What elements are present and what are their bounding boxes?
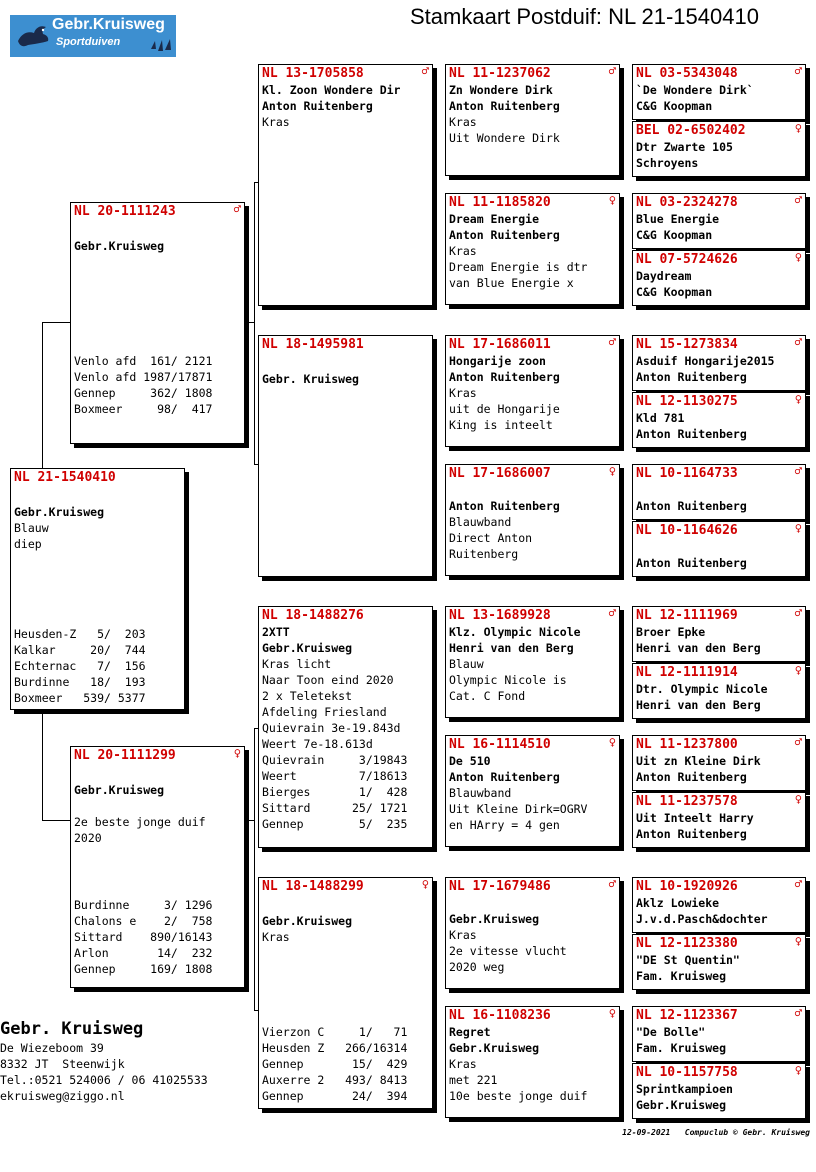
ring-number: NL 13-1705858 <box>262 66 364 81</box>
female-icon: ♀ <box>608 464 616 478</box>
pigeon-card-g12[interactable] <box>632 792 806 848</box>
pigeon-name: Kld 781 <box>636 411 685 425</box>
pigeon-owner: Anton Ruitenberg <box>636 427 747 441</box>
pigeon-info: uit de Hongarije <box>449 402 560 416</box>
logo-name: Gebr.Kruisweg <box>52 16 165 33</box>
ring-number: NL 12-1123380 <box>636 936 738 951</box>
pigeon-card-ffm[interactable] <box>445 193 620 305</box>
pigeon-name: "DE St Quentin" <box>636 953 740 967</box>
pigeon-info: Olympic Nicole is <box>449 673 567 687</box>
pigeon-owner: Gebr.Kruisweg <box>74 783 165 797</box>
pigeon-info: Kras <box>449 115 477 129</box>
pigeon-card-proband[interactable] <box>10 468 185 710</box>
pigeon-owner: C&G Koopman <box>636 99 713 113</box>
pigeon-owner: Henri van den Berg <box>636 698 761 712</box>
pigeon-card-g9[interactable] <box>632 606 806 662</box>
pigeon-info: King is inteelt <box>449 418 553 432</box>
pigeon-info: Kras <box>449 1057 477 1071</box>
pigeon-owner: Fam. Kruisweg <box>636 969 727 983</box>
ring-number: NL 11-1237800 <box>636 737 738 752</box>
pigeon-info: 10e beste jonge duif <box>449 1089 588 1103</box>
race-results: Vierzon C 1/ 71 Heusden Z 266/16314 Gennep 15/ 429 Auxerre 2 493/ 8413 Gennep 24/ 394 <box>262 1025 408 1103</box>
pigeon-name: Hongarije zoon <box>449 354 546 368</box>
pigeon-owner: Henri van den Berg <box>449 641 574 655</box>
pigeon-card-g10[interactable] <box>632 663 806 719</box>
logo <box>10 15 176 57</box>
male-icon: ♂ <box>233 202 241 216</box>
male-icon: ♂ <box>421 64 429 78</box>
ring-number: NL 16-1108236 <box>449 1008 551 1023</box>
pigeon-owner: Gebr.Kruisweg <box>262 641 353 655</box>
pigeon-name: Sprintkampioen <box>636 1082 733 1096</box>
male-icon: ♂ <box>794 464 802 478</box>
female-icon: ♀ <box>608 193 616 207</box>
pigeon-name: Daydream <box>636 269 692 283</box>
pigeon-info: Naar Toon eind 2020 <box>262 673 394 687</box>
pigeon-card-g15[interactable] <box>632 1006 806 1062</box>
pigeon-owner: Henri van den Berg <box>636 641 761 655</box>
race-results: Heusden-Z 5/ 203 Kalkar 20/ 744 Echternac 7/ 156 Burdinne 18/ 193 Boxmeer 539/ 5377 <box>14 627 146 705</box>
pigeon-info: Kras <box>262 115 290 129</box>
male-icon: ♂ <box>794 735 802 749</box>
page-title: Stamkaart Postduif: NL 21-1540410 <box>410 4 759 29</box>
pigeon-owner: Anton Ruitenberg <box>636 770 747 784</box>
ring-number: NL 12-1111914 <box>636 665 738 680</box>
pigeon-info: 2e vitesse vlucht <box>449 944 567 958</box>
pigeon-info: Uit Kleine Dirk=OGRV <box>449 802 588 816</box>
ring-number: NL 12-1111969 <box>636 608 738 623</box>
ring-number: NL 12-1130275 <box>636 394 738 409</box>
ring-number: NL 12-1123367 <box>636 1008 738 1023</box>
owner-street: De Wiezeboom 39 <box>0 1041 104 1055</box>
pigeon-card-fff[interactable] <box>445 64 620 176</box>
pigeon-info: 2020 weg <box>449 960 505 974</box>
pigeon-card-mf[interactable] <box>258 606 433 848</box>
pigeon-owner: Anton Ruitenberg <box>449 770 560 784</box>
pigeon-info: en HArry = 4 gen <box>449 818 560 832</box>
pigeon-owner: J.v.d.Pasch&dochter <box>636 912 768 926</box>
connector <box>254 728 255 1010</box>
pigeon-card-fmm[interactable] <box>445 464 620 576</box>
pigeon-card-g11[interactable] <box>632 735 806 791</box>
pigeon-card-g5[interactable] <box>632 335 806 391</box>
connector <box>42 820 70 821</box>
pigeon-info: Weert 7/18613 <box>262 769 408 783</box>
pigeon-name <box>636 539 802 555</box>
ring-number: NL 10-1164626 <box>636 523 738 538</box>
pigeon-owner: Anton Ruitenberg <box>636 499 747 513</box>
ring-number: NL 17-1679486 <box>449 879 551 894</box>
pigeon-card-g16[interactable] <box>632 1063 806 1119</box>
ring-number: NL 18-1488299 <box>262 879 364 894</box>
pigeon-info: Blauwband <box>449 515 512 529</box>
pigeon-info: 2020 <box>74 831 102 845</box>
owner-name: Gebr. Kruisweg <box>0 1019 144 1039</box>
pigeon-name: Dtr Zwarte 105 <box>636 140 733 154</box>
pigeon-name: Regret <box>449 1025 491 1039</box>
ring-number: NL 17-1686011 <box>449 337 551 352</box>
pigeon-name <box>449 895 616 911</box>
pigeon-card-mmm[interactable] <box>445 1006 620 1118</box>
pigeon-info: met 221 <box>449 1073 498 1087</box>
owner-city: 8332 JT Steenwijk <box>0 1057 125 1071</box>
pigeon-info: Quievrain 3e-19.843d <box>262 721 401 735</box>
connector <box>244 820 254 821</box>
pigeon-card-fmf[interactable] <box>445 335 620 447</box>
pigeon-name: "De Bolle" <box>636 1025 706 1039</box>
pigeon-owner: Anton Ruitenberg <box>636 827 747 841</box>
pigeon-owner: Anton Ruitenberg <box>449 228 560 242</box>
pigeon-card-g3[interactable] <box>632 193 806 249</box>
pigeon-name: `De Wondere Dirk` <box>636 83 754 97</box>
pigeon-info: van Blue Energie x <box>449 276 574 290</box>
female-icon: ♀ <box>608 735 616 749</box>
pigeon-name: Asduif Hongarije2015 <box>636 354 775 368</box>
female-icon: ♀ <box>794 792 802 806</box>
pigeon-name: Kl. Zoon Wondere Dir <box>262 83 401 97</box>
male-icon: ♂ <box>794 877 802 891</box>
pigeon-info: Sittard 25/ 1721 <box>262 801 408 815</box>
pigeon-info: diep <box>14 537 42 551</box>
connector <box>42 322 70 323</box>
pigeon-info: Uit Wondere Dirk <box>449 131 560 145</box>
race-results: Venlo afd 161/ 2121 Venlo afd 1987/17871 Gennep 362/ 1808 Boxmeer 98/ 417 <box>74 354 213 416</box>
male-icon: ♂ <box>608 877 616 891</box>
pigeon-info: Blauw <box>14 521 49 535</box>
owner-phone: Tel.:0521 524006 / 06 41025533 <box>0 1073 208 1087</box>
ring-number: NL 15-1273834 <box>636 337 738 352</box>
ring-number: NL 07-5724626 <box>636 252 738 267</box>
ring-number: NL 21-1540410 <box>14 470 116 485</box>
ring-number: NL 20-1111243 <box>74 204 176 219</box>
pigeon-info: Quievrain 3/19843 <box>262 753 408 767</box>
pigeon-card-g6[interactable] <box>632 392 806 448</box>
ring-number: NL 11-1237062 <box>449 66 551 81</box>
pigeon-owner: Gebr.Kruisweg <box>636 1098 727 1112</box>
pigeon-card-g4[interactable] <box>632 250 806 306</box>
owner-address-block <box>0 1018 208 1104</box>
connector <box>42 322 43 470</box>
pigeon-card-g1[interactable] <box>632 64 806 120</box>
connector <box>254 182 255 464</box>
female-icon: ♀ <box>233 746 241 760</box>
pigeon-info: Ruitenberg <box>449 547 519 561</box>
pigeon-owner: Anton Ruitenberg <box>449 99 560 113</box>
pigeon-owner: Gebr.Kruisweg <box>449 1041 540 1055</box>
male-icon: ♂ <box>794 1006 802 1020</box>
female-icon: ♀ <box>794 521 802 535</box>
female-icon: ♀ <box>608 1006 616 1020</box>
pigeon-info: Direct Anton <box>449 531 533 545</box>
pigeon-card-g8[interactable] <box>632 521 806 577</box>
pigeon-name: Uit zn Kleine Dirk <box>636 754 761 768</box>
ring-number: NL 11-1185820 <box>449 195 551 210</box>
ring-number: NL 16-1114510 <box>449 737 551 752</box>
male-icon: ♂ <box>608 335 616 349</box>
pigeon-owner: Anton Ruitenberg <box>636 370 747 384</box>
female-icon: ♀ <box>794 1063 802 1077</box>
pigeon-card-mother[interactable] <box>70 746 245 988</box>
ring-number: NL 13-1689928 <box>449 608 551 623</box>
female-icon: ♀ <box>794 663 802 677</box>
ring-number: NL 10-1164733 <box>636 466 738 481</box>
pigeon-name: Dtr. Olympic Nicole <box>636 682 768 696</box>
male-icon: ♂ <box>794 335 802 349</box>
pigeon-owner: Schroyens <box>636 156 699 170</box>
ring-number: NL 03-2324278 <box>636 195 738 210</box>
ring-number: NL 10-1920926 <box>636 879 738 894</box>
ring-number: NL 18-1488276 <box>262 608 364 623</box>
ring-number: NL 20-1111299 <box>74 748 176 763</box>
male-icon: ♂ <box>794 193 802 207</box>
pigeon-info: Bierges 1/ 428 <box>262 785 408 799</box>
pigeon-name: Zn Wondere Dirk <box>449 83 553 97</box>
female-icon: ♀ <box>794 934 802 948</box>
pigeon-name: Klz. Olympic Nicole <box>449 625 581 639</box>
pigeon-owner: Gebr.Kruisweg <box>14 505 105 519</box>
pigeon-owner: C&G Koopman <box>636 285 713 299</box>
pigeon-info: Cat. C Fond <box>449 689 526 703</box>
pigeon-info: Kras <box>449 928 477 942</box>
pigeon-info: 2e beste jonge duif <box>74 815 206 829</box>
pigeon-name: Blue Energie <box>636 212 720 226</box>
pigeon-name: Broer Epke <box>636 625 706 639</box>
pigeon-card-g2[interactable] <box>632 121 806 177</box>
pigeon-info: Afdeling Friesland <box>262 705 387 719</box>
pigeon-owner: Gebr.Kruisweg <box>262 914 353 928</box>
pigeon-owner: Anton Ruitenberg <box>449 370 560 384</box>
pigeon-card-mfm[interactable] <box>445 735 620 847</box>
male-icon: ♂ <box>608 64 616 78</box>
pigeon-card-g7[interactable] <box>632 464 806 520</box>
pigeon-owner: Fam. Kruisweg <box>636 1041 727 1055</box>
pigeon-card-ff[interactable] <box>258 64 433 306</box>
pigeon-info: Weert 7e-18.613d <box>262 737 373 751</box>
pigeon-info: Gennep 5/ 235 <box>262 817 408 831</box>
pigeon-owner: Gebr. Kruisweg <box>262 372 359 386</box>
pigeon-info: Blauw <box>449 657 484 671</box>
pigeon-card-mmf[interactable] <box>445 877 620 989</box>
pigeon-icon <box>16 21 50 51</box>
pigeon-card-father[interactable] <box>70 202 245 444</box>
ring-number: NL 18-1495981 <box>262 337 364 352</box>
pigeon-card-g14[interactable] <box>632 934 806 990</box>
pigeon-owner: Anton Ruitenberg <box>636 556 747 570</box>
ring-number: NL 10-1157758 <box>636 1065 738 1080</box>
female-icon: ♀ <box>794 392 802 406</box>
male-icon: ♂ <box>794 606 802 620</box>
pigeon-owner: Anton Ruitenberg <box>262 99 373 113</box>
male-icon: ♂ <box>794 64 802 78</box>
male-icon: ♂ <box>608 606 616 620</box>
pigeon-info: Dream Energie is dtr <box>449 260 588 274</box>
pigeon-info: Blauwband <box>449 786 512 800</box>
pigeon-name: Aklz Lowieke <box>636 896 720 910</box>
female-icon: ♀ <box>794 250 802 264</box>
pigeon-owner: Gebr.Kruisweg <box>449 912 540 926</box>
pigeon-info: Kras <box>449 386 477 400</box>
pigeon-name: 2XTT <box>262 625 290 639</box>
pigeon-card-g13[interactable] <box>632 877 806 933</box>
pigeon-owner: Gebr.Kruisweg <box>74 239 165 253</box>
logo-subtitle: Sportduiven <box>56 36 121 48</box>
pigeon-info: Kras <box>262 930 290 944</box>
race-results: Burdinne 3/ 1296 Chalons e 2/ 758 Sittard 890/16143 Arlon 14/ 232 Gennep 169/ 1808 <box>74 898 213 976</box>
pigeon-card-mff[interactable] <box>445 606 620 718</box>
pigeon-info: Kras <box>449 244 477 258</box>
footer-credit: 12-09-2021 Compuclub © Gebr. Kruisweg <box>622 1128 810 1137</box>
pigeon-owner: C&G Koopman <box>636 228 713 242</box>
ring-number: NL 03-5343048 <box>636 66 738 81</box>
pigeon-name <box>449 482 616 498</box>
pigeon-name <box>636 482 802 498</box>
pigeon-name: Dream Energie <box>449 212 540 226</box>
flock-icon <box>150 35 174 53</box>
pigeon-info: Kras licht <box>262 657 332 671</box>
female-icon: ♀ <box>421 877 429 891</box>
owner-email[interactable]: ekruisweg@ziggo.nl <box>0 1089 125 1103</box>
ring-number: NL 17-1686007 <box>449 466 551 481</box>
ring-number: NL 11-1237578 <box>636 794 738 809</box>
female-icon: ♀ <box>794 121 802 135</box>
pigeon-card-fm[interactable] <box>258 335 433 577</box>
pigeon-card-mm[interactable] <box>258 877 433 1109</box>
connector <box>42 710 43 820</box>
pigeon-name: De 510 <box>449 754 491 768</box>
ring-number: BEL 02-6502402 <box>636 123 746 138</box>
pigeon-name: Uit Inteelt Harry <box>636 811 754 825</box>
connector <box>244 322 254 323</box>
pigeon-info: 2 x Teletekst <box>262 689 353 703</box>
pigeon-owner: Anton Ruitenberg <box>449 499 560 513</box>
